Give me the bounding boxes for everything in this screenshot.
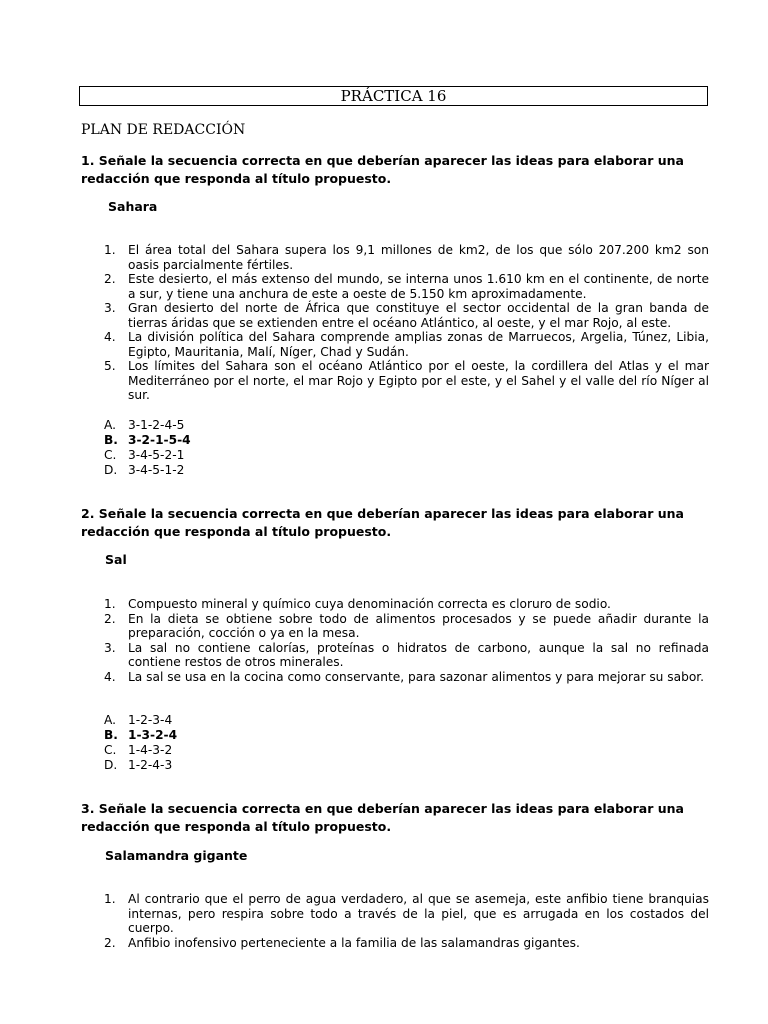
list-item [104, 272, 709, 301]
question-2-items [104, 597, 709, 684]
question-1-prompt: 1. Señale la secuencia correcta en que deberían aparecer las ideas para elaborar una redacción que responda al título propuesto. [81, 153, 684, 186]
item-text: Anfibio inofensivo perteneciente a la familia de las salamandras gigantes. [128, 935, 580, 950]
list-item [104, 641, 709, 670]
option-c[interactable]: C. 3-4-5-2-1 [104, 448, 185, 462]
item-number: 4. [104, 330, 116, 344]
list-item [104, 243, 709, 272]
list-item [104, 330, 709, 359]
list-item [104, 936, 709, 951]
item-number: 4. [104, 669, 116, 684]
item-number: 3. [104, 640, 116, 655]
item-text: La división política del Sahara comprende amplias zonas de Marruecos, Argelia, Túnez, Libia, Egipto, Mauritania, Malí, Níger, Chad y Sudán. [128, 330, 709, 359]
question-1-topic: Sahara [108, 199, 158, 214]
page-title: PRÁCTICA 16 [79, 86, 708, 106]
question-3-topic: Salamandra gigante [105, 848, 248, 863]
item-text: Los límites del Sahara son el océano Atlántico por el oeste, la cordillera del Atlas y el mar Mediterráneo por el norte, el mar Rojo y Egipto por el este, y el Sahel y el valle del río Níger al sur. [128, 359, 709, 402]
option-a[interactable]: A. 1-2-3-4 [104, 713, 173, 727]
option-b-correct[interactable]: B. 3-2-1-5-4 [104, 433, 191, 447]
item-number: 2. [104, 611, 116, 626]
question-3-items [104, 892, 709, 950]
question-2-prompt: 2. Señale la secuencia correcta en que deberían aparecer las ideas para elaborar una redacción que responda al título propuesto. [81, 506, 684, 539]
item-number: 2. [104, 272, 116, 286]
list-item [104, 670, 709, 685]
item-number: 1. [104, 597, 116, 611]
question-3-prompt: 3. Señale la secuencia correcta en que deberían aparecer las ideas para elaborar una redacción que responda al título propuesto. [81, 801, 684, 834]
item-number: 5. [104, 359, 116, 373]
item-number: 2. [104, 935, 116, 950]
item-text: La sal no contiene calorías, proteínas o hidratos de carbono, aunque la sal no refinada contiene restos de otros minerales. [128, 640, 709, 669]
question-2-options [104, 713, 177, 773]
list-item [104, 612, 709, 641]
item-text: Gran desierto del norte de África que constituye el sector occidental de la gran banda de tierras áridas que se extienden entre el océano Atlántico, al oeste, y el mar Rojo, al este. [128, 301, 709, 330]
item-text: En la dieta se obtiene sobre todo de alimentos procesados y se puede añadir durante la preparación, cocción o ya en la mesa. [128, 611, 709, 640]
item-number: 3. [104, 301, 116, 315]
list-item [104, 892, 709, 936]
section-title: PLAN DE REDACCIÓN [81, 122, 246, 138]
option-c[interactable]: C. 1-4-3-2 [104, 743, 173, 757]
item-text: Compuesto mineral y químico cuya denominación correcta es cloruro de sodio. [128, 597, 611, 611]
item-text: Al contrario que el perro de agua verdadero, al que se asemeja, este anfibio tiene branquias internas, pero respira sobre todo a través de la piel, que es arrugada en los costados del cuerpo. [128, 892, 709, 935]
list-item [104, 301, 709, 330]
option-b-correct[interactable]: B. 1-3-2-4 [104, 728, 178, 742]
option-a[interactable]: A. 3-1-2-4-5 [104, 418, 185, 432]
item-number: 1. [104, 243, 116, 257]
question-2-topic: Sal [105, 552, 127, 567]
list-item [104, 597, 709, 612]
list-item [104, 359, 709, 403]
item-text: El área total del Sahara supera los 9,1 millones de km2, de los que sólo 207.200 km2 son oasis parcialmente fértiles. [128, 243, 709, 272]
item-text: Este desierto, el más extenso del mundo, se interna unos 1.610 km en el continente, de norte a sur, y tiene una anchura de este a oeste de 5.150 km aproximadamente. [128, 272, 709, 301]
option-d[interactable]: D. 1-2-4-3 [104, 758, 173, 772]
question-1-items [104, 243, 709, 403]
item-number: 1. [104, 892, 116, 906]
option-d[interactable]: D. 3-4-5-1-2 [104, 463, 185, 477]
item-text: La sal se usa en la cocina como conservante, para sazonar alimentos y para mejorar su sabor. [128, 669, 705, 684]
question-1-options [104, 418, 191, 478]
